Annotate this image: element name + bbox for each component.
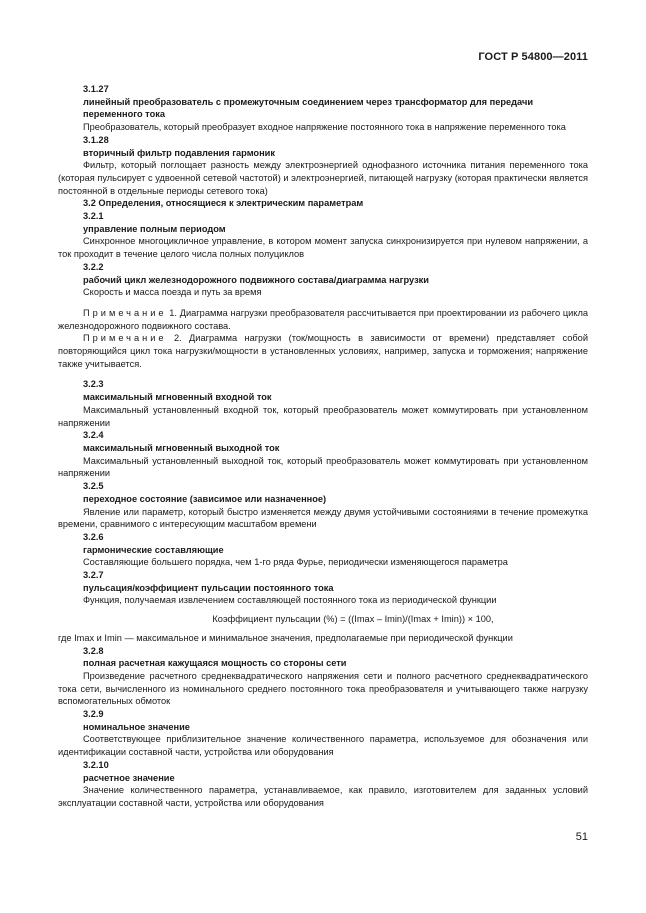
- clause-number: 3.2.6: [83, 531, 104, 542]
- definition-text: Значение количественного параметра, устанавливаемое, как правило, изготовителем для заданных условий эксплуатации составной части, устройства или оборудования: [58, 785, 588, 808]
- term-heading: вторичный фильтр подавления гармоник: [83, 147, 275, 158]
- note-text: 2. Диаграмма нагрузки (ток/мощность в зависимости от времени) представляет собой повторяющийся цикл тока нагрузки/мощности в установленных условиях, например, запуска и торможения; напряжение также учитывается.: [58, 333, 588, 369]
- definition-text: Максимальный установленный выходной ток, который преобразователь может коммутировать при установленном напряжении: [58, 455, 588, 479]
- term-heading: максимальный мгновенный входной ток: [83, 392, 272, 403]
- ripple-formula: Коэффициент пульсации (%) = ((Imax – Imin)/(Imax + Imin)) × 100,: [212, 614, 494, 625]
- definition-text: Преобразователь, который преобразует входное напряжение постоянного тока в напряжение переменного тока: [83, 122, 566, 133]
- clause-number: 3.2.5: [83, 481, 104, 492]
- spacer: [58, 299, 588, 307]
- clause-number: 3.1.28: [83, 134, 109, 145]
- definition-text: Соответствующее приблизительное значение количественного параметра, используемое для обозначения или идентификации составной части, устройства или оборудования: [58, 734, 588, 758]
- clause-number: 3.2.2: [83, 261, 104, 272]
- definition-text: Скорость и масса поезда и путь за время: [83, 287, 262, 298]
- term-heading: рабочий цикл железнодорожного подвижного состава/диаграмма нагрузки: [83, 274, 429, 285]
- clause-number: 3.2.1: [83, 211, 104, 222]
- term-heading: управление полным периодом: [83, 223, 226, 234]
- note-paragraph: [58, 332, 588, 370]
- definition-text: Фильтр, который поглощает разность между электроэнергией однофазного источника питания переменного тока (которая пульсирует с удвоенной сетевой частотой) и электроэнергией, питающей нагрузку (которая практически является постоянной в отдельные периоды сетевого тока): [58, 160, 588, 196]
- term-heading: переходное состояние (зависимое или назначенное): [83, 493, 327, 504]
- term-heading: гармонические составляющие: [83, 544, 224, 555]
- definition-text: Максимальный установленный входной ток, который преобразователь может коммутировать при установленном напряжении: [58, 404, 588, 428]
- clause-number: 3.2.3: [83, 379, 104, 390]
- term-heading: линейный преобразователь с промежуточным соединением через трансформатор для передачи переменного тока: [83, 96, 534, 120]
- page-number: 51: [575, 831, 588, 843]
- clause-number: 3.2.7: [83, 570, 104, 581]
- clause-number: 3.1.27: [83, 84, 109, 94]
- clause-number: 3.2.4: [83, 430, 104, 441]
- term-heading: номинальное значение: [83, 721, 190, 732]
- formula-explanation: где Imax и Imin — максимальное и минимальное значения, предполагаемые при периодической функции: [58, 632, 513, 643]
- term-heading: полная расчетная кажущаяся мощность со стороны сети: [83, 658, 347, 669]
- spacer: [58, 370, 588, 378]
- clause-number: 3.2.8: [83, 645, 104, 656]
- section-heading: 3.2 Определения, относящиеся к электрическим параметрам: [83, 198, 364, 209]
- term-heading: пульсация/коэффициент пульсации постоянного тока: [83, 582, 334, 593]
- term-heading: расчетное значение: [83, 772, 175, 783]
- definition-text: Составляющие большего порядка, чем 1-го ряда Фурье, периодически изменяющегося параметра: [83, 557, 508, 568]
- note-label: Примечание: [83, 333, 167, 344]
- note-label: Примечание: [83, 307, 167, 318]
- note-paragraph: [58, 307, 588, 332]
- clause-number: 3.2.9: [83, 709, 104, 720]
- term-heading: максимальный мгновенный выходной ток: [83, 442, 280, 453]
- definition-text: Функция, получаемая извлечением составляющей постоянного тока из периодической функции: [83, 595, 497, 606]
- page-content: [58, 83, 588, 810]
- definition-text: Явление или параметр, который быстро изменяется между двумя устойчивыми состояниями в течение промежутка времени, сравнимого с интересующим масштабом времени: [58, 506, 588, 530]
- note-text: 1. Диаграмма нагрузки преобразователя рассчитывается при проектировании из рабочего цикла железнодорожного подвижного состава.: [58, 307, 588, 331]
- document-id-header: ГОСТ Р 54800—2011: [478, 51, 588, 63]
- definition-text: Синхронное многоцикличное управление, в котором момент запуска синхронизируется при нулевом напряжении, а ток проходит в течение целого числа полных полуциклов: [58, 236, 588, 260]
- clause-number: 3.2.10: [83, 759, 109, 770]
- definition-text: Произведение расчетного среднеквадратического напряжения сети и полного расчетного среднеквадратического тока сети, вычисленного из номинального среднего постоянного тока преобразователя и учитывающего также нагрузку вспомогательных обмоток: [58, 670, 588, 707]
